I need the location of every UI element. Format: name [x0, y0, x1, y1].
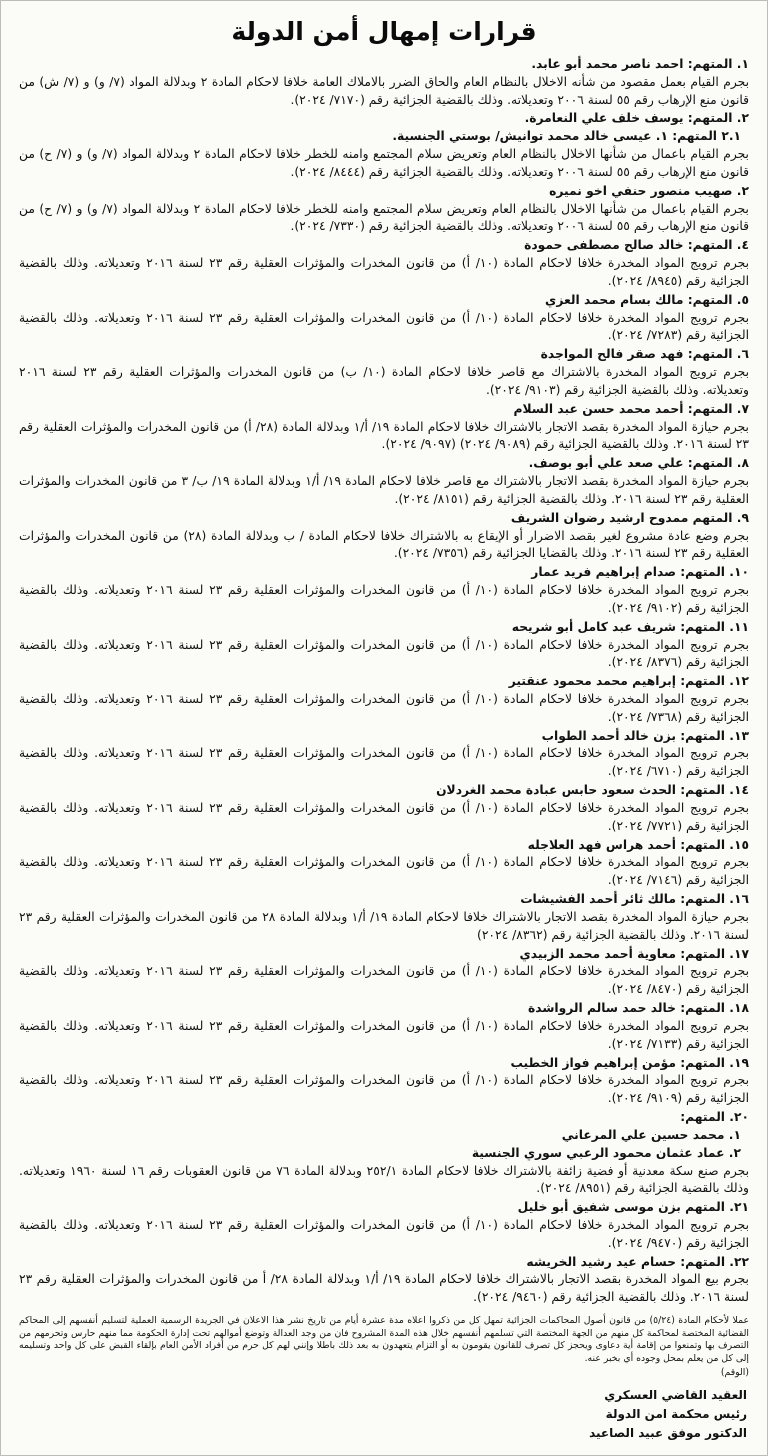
decision-entry	[17, 837, 751, 890]
decision-entry	[17, 292, 751, 345]
charge-text: بجرم ترويج المواد المخدرة خلافا لاحكام المادة (١٠/ أ) من قانون المخدرات والمؤثرات العقلية رقم ٢٣ لسنة ٢٠١٦ وتعديلاته. وذلك بالقضية الجزائية رقم (٧٣٦٨/ ٢٠٢٤).	[19, 691, 749, 724]
charge-text: بجرم القيام بعمل مقصود من شأنه الاخلال بالنظام العام والحاق الضرر بالاملاك العامة خلافا لاحكام المادة ٢ وبدلالة المواد (٧/ و) و (٧/ ش) من قانون منع الإرهاب رقم ٥٥ لسنة ٢٠٠٦ وتعديلاته. وذلك بالقضية الجزائية رقم (٧١٧٠/ ٢٠٢٤).	[19, 74, 750, 107]
decisions-list	[17, 56, 751, 1307]
decision-entry	[17, 564, 751, 617]
page-title: قرارات إمهال أمن الدولة	[231, 17, 537, 46]
defendant-name: ١٩. المتهم: مؤمن إبراهيم فواز الخطيب	[510, 1055, 749, 1070]
defendant-name: ٧. المتهم: أحمد محمد حسن عبد السلام	[513, 401, 749, 416]
charge-text: بجرم ترويج المواد المخدرة خلافا لاحكام المادة (١٠/ أ) من قانون المخدرات والمؤثرات العقلية رقم ٢٣ لسنة ٢٠١٦ وتعديلاته. وذلك بالقضية الجزائية رقم (٨٤٧٠/ ٢٠٢٤).	[19, 964, 749, 997]
defendant-name: ٢١. المتهم بزن موسى شفيق أبو خليل	[517, 1200, 749, 1215]
defendant-name: ١. المتهم: احمد ناصر محمد أبو عابد.	[531, 57, 749, 71]
defendant-sub-name: ٢.١ المتهم: ١. عيسى خالد محمد توانيش/ بوستي الجنسية.	[392, 129, 741, 144]
decision-entry	[17, 1199, 751, 1252]
charge-text: بجرم ترويج المواد المخدرة خلافا لاحكام المادة (١٠/ أ) من قانون المخدرات والمؤثرات العقلية رقم ٢٣ لسنة ٢٠١٦ وتعديلاته. وذلك بالقضية الجزائية رقم (٧٢٨٣/ ٢٠٢٤).	[19, 310, 749, 343]
decision-entry	[17, 673, 751, 726]
defendant-name: ١٠. المتهم: صدام إبراهيم فريد عمار	[531, 565, 749, 580]
charge-text: بجرم حيازة المواد المخدرة بقصد الاتجار بالاشتراك خلافا لاحكام المادة ١٩/ أ/١ وبدلالة المادة ٢٨ من قانون المخدرات والمؤثرات العقلية رقم ٢٣ لسنة ٢٠١٦. وذلك بالقضية الجزائية رقم (٨٣٦٢/ ٢٠٢٤)	[19, 909, 749, 942]
decision-entry	[17, 891, 751, 944]
decision-entry	[17, 110, 751, 181]
charge-text: بجرم وضع عادة مشروع لغير بقصد الاضرار أو الإيقاع به بالاشتراك خلافا لاحكام المادة / ب وبدلالة المادة (٢٨) من قانون المخدرات والمؤثرات العقلية رقم ٢٣ لسنة ٢٠١٦. وذلك بالقضايا الجزائية رقم (٧٣٥٦/ ٢٠٢٤).	[19, 528, 750, 561]
defendant-name: ١٧. المتهم: معاوية أحمد محمد الزبيدي	[519, 946, 749, 961]
defendant-name: ٢٢. المتهم: حسام عيد رشيد الخريشه	[526, 1254, 749, 1269]
defendant-name: ٢. صهيب منصور حنفي اخو نميره	[549, 183, 749, 198]
charge-text: بجرم ترويج المواد المخدرة خلافا لاحكام المادة (١٠/ أ) من قانون المخدرات والمؤثرات العقلية رقم ٢٣ لسنة ٢٠١٦ وتعديلاته. وذلك بالقضية الجزائية رقم (٨٣٧٦/ ٢٠٢٤).	[19, 637, 749, 670]
decision-entry	[17, 401, 751, 454]
signature-role: رئيس محكمة امن الدولة	[605, 1407, 747, 1422]
decision-entry	[17, 782, 751, 835]
legal-footnote-tail: (الوقم)	[720, 1367, 749, 1379]
charge-text: بجرم ترويج المواد المخدرة خلافا لاحكام المادة (١٠/ أ) من قانون المخدرات والمؤثرات العقلية رقم ٢٣ لسنة ٢٠١٦ وتعديلاته. وذلك بالقضية الجزائية رقم (٩٤٧٠/ ٢٠٢٤).	[19, 1218, 749, 1250]
defendant-name: ٦. المتهم: فهد صقر فالح المواجدة	[540, 347, 749, 362]
charge-text: بجرم ترويج المواد المخدرة بالاشتراك مع قاصر خلافا لاحكام المادة (١٠/ ب) من قانون المخدرات والمؤثرات العقلية رقم ٢٣ لسنة ٢٠١٦ وتعديلاته. وذلك بالقضية الجزائية رقم (٩١٠٣/ ٢٠٢٤).	[19, 365, 749, 397]
decision-entry	[17, 510, 751, 563]
defendant-sub-name: ١. محمد حسين علي المرعاني	[561, 1127, 741, 1142]
charge-text: بجرم بيع المواد المخدرة بقصد الاتجار بالاشتراك خلافا لاحكام المادة ١٩/ أ/١ وبدلالة المادة ٢٨/ أ من قانون المخدرات والمؤثرات العقلية رقم ٢٣ لسنة ٢٠١٦. وذلك بالقضية الجزائية رقم (٩٤٦٠/ ٢٠٢٤).	[19, 1272, 749, 1305]
decision-entry	[17, 1254, 751, 1307]
defendant-name: ١٤. المتهم: الحدث سعود حابس عبادة محمد الغردلان	[436, 783, 749, 798]
charge-text: بجرم ترويج المواد المخدرة خلافا لاحكام المادة (١٠/ أ) من قانون المخدرات والمؤثرات العقلية رقم ٢٣ لسنة ٢٠١٦ وتعديلاته. وذلك بالقضية الجزائية رقم (٩١٠٩/ ٢٠٢٤).	[19, 1073, 749, 1106]
defendant-name: ١٢. المتهم: إبراهيم محمد محمود عنقتير	[508, 674, 749, 689]
charge-text: بجرم القيام باعمال من شأنها الاخلال بالنظام العام وتعريض سلام المجتمع وامنه للخطر خلافا لاحكام المادة ٢ وبدلالة المواد (٧/ و) و (٧/ ح) من قانون منع الإرهاب رقم ٥٥ لسنة ٢٠٠٦ وتعديلاته. وذلك بالقضية الجزائية رقم (٨٤٤٤/ ٢٠٢٤).	[19, 147, 749, 179]
signature-rank: العقيد القاضي العسكري	[604, 1387, 747, 1402]
signature-block	[21, 1386, 747, 1444]
defendant-name: ٩. المتهم ممدوح ارشيد رضوان الشريف	[510, 510, 749, 525]
defendant-name: ٢. المتهم: يوسف خلف علي النعامرة.	[524, 111, 749, 126]
legal-footnote: عملا لأحكام المادة (٥/٢٤) من قانون أصول المحاكمات الجزائية تمهل كل من ذكروا اعلاه مدة عشرة أيام من تاريخ نشر هذا الاعلان في الجريدة الرسمية العملية لتسليم أنفسهم إلى المحاكم القضائية المختصة لمحاكمة كل منهم من الجهة المختصة التي تسلمهم أنفسهم خلال هذه المدة المشروح فان من وجد العدالة وتوضع أموالهم تحت إدارة الحكومة مما منهم حارس وتحرمهم من التصرف بها وتمنعوا من إقامة أية دعاوى ويحجز كل تصرف للقانون يقومون به أو التزام يتعهدون به بعد ذلك باطلا وإنني لهم كل حرم من أفراد الأمن العام بإلقاء القبض على كل واحد وتسليمه إلى كل من يعلم بمحل وجوده أي بخبر عنه.	[19, 1315, 749, 1364]
signature-name: الدكتور موفق عبيد الصاعيد	[589, 1426, 747, 1441]
charge-text: بجرم حيازة المواد المخدرة بقصد الاتجار بالاشتراك خلافا لاحكام المادة ١٩/ أ/١ وبدلالة المادة (٢٨/ أ) من قانون المخدرات والمؤثرات العقلية رقم ٢٣ لسنة ٢٠١٦. وذلك بالقضية الجزائية رقم (٩٠٨٩/ ٢٠٢٤) (٩٠٩٧/ ٢٠٢٤).	[19, 419, 749, 452]
decision-entry	[17, 619, 751, 672]
defendant-name: ١٨. المتهم: خالد حمد سالم الرواشدة	[527, 1001, 749, 1016]
decision-entry	[17, 728, 751, 781]
charge-text: بجرم ترويج المواد المخدرة خلافا لاحكام المادة (١٠/ أ) من قانون المخدرات والمؤثرات العقلية رقم ٢٣ لسنة ٢٠١٦ وتعديلاته. وذلك بالقضية الجزائية رقم (٦٧١٠/ ٢٠٢٤).	[19, 746, 749, 779]
defendant-name: ١١. المتهم: شريف عبد كامل أبو شريحه	[511, 619, 749, 634]
charge-text: بجرم ترويج المواد المخدرة خلافا لاحكام المادة (١٠/ أ) من قانون المخدرات والمؤثرات العقلية رقم ٢٣ لسنة ٢٠١٦ وتعديلاته. وذلك بالقضية الجزائية رقم (٧٧٢١/ ٢٠٢٤).	[19, 800, 749, 833]
decision-entry	[17, 346, 751, 399]
decision-entry	[17, 1109, 751, 1198]
decision-entry	[17, 56, 751, 109]
decision-entry	[17, 1000, 751, 1053]
charge-text: بجرم حيازة المواد المخدرة بقصد الاتجار بالاشتراك مع قاصر خلافا لاحكام المادة ١٩/ أ/١ وبدلالة المادة ١٩/ ب/ ٣ من قانون المخدرات والمؤثرات العقلية رقم ٢٣ لسنة ٢٠١٦. وذلك بالقضية الجزائية رقم (٨١٥١/ ٢٠٢٤).	[19, 474, 749, 506]
defendant-name: ٨. المتهم: علي صعد علي أبو بوصف.	[528, 456, 749, 471]
charge-text: بجرم ترويج المواد المخدرة خلافا لاحكام المادة (١٠/ أ) من قانون المخدرات والمؤثرات العقلية رقم ٢٣ لسنة ٢٠١٦ وتعديلاته. وذلك بالقضية الجزائية رقم (٧١٤٦/ ٢٠٢٤).	[19, 855, 749, 888]
decision-entry	[17, 237, 751, 290]
charge-text: بجرم ترويج المواد المخدرة خلافا لاحكام المادة (١٠/ أ) من قانون المخدرات والمؤثرات العقلية رقم ٢٣ لسنة ٢٠١٦ وتعديلاته. وذلك بالقضية الجزائية رقم (٨٩٤٥/ ٢٠٢٤).	[19, 256, 749, 288]
charge-text: بجرم صنع سكة معدنية أو فضية زائفة بالاشتراك خلافا لاحكام المادة ٢٥٢/١ وبدلالة المادة ٧٦ من قانون العقوبات رقم ١٦ لسنة ١٩٦٠ وتعديلاته. وذلك بالقضية الجزائية رقم (٨٩٥١/ ٢٠٢٤).	[19, 1163, 750, 1196]
defendant-name: ٤. المتهم: خالد صالح مصطفى حمودة	[524, 238, 749, 253]
defendant-name: ١٥. المتهم: أحمد هراس فهد العلاجله	[527, 837, 749, 852]
defendant-name: ١٦. المتهم: مالك ثائر أحمد الفشيشات	[520, 892, 749, 907]
decision-entry	[17, 183, 751, 236]
charge-text: بجرم ترويج المواد المخدرة خلافا لاحكام المادة (١٠/ أ) من قانون المخدرات والمؤثرات العقلية رقم ٢٣ لسنة ٢٠١٦ وتعديلاته. وذلك بالقضية الجزائية رقم (٩١٠٢/ ٢٠٢٤).	[19, 583, 749, 615]
defendant-name: ٥. المتهم: مالك بسام محمد العزي	[545, 292, 749, 307]
decision-entry	[17, 455, 751, 508]
charge-text: بجرم القيام باعمال من شأنها الاخلال بالنظام العام وتعريض سلام المجتمع وامنه للخطر خلافا لاحكام المادة ٢ وبدلالة المواد (٧/ و) و (٧/ ح) من قانون منع الإرهاب رقم ٥٥ لسنة ٢٠٠٦ وتعديلاته. وذلك بالقضية الجزائية رقم (٧٣٣٠/ ٢٠٢٤).	[19, 201, 749, 234]
charge-text: بجرم ترويج المواد المخدرة خلافا لاحكام المادة (١٠/ أ) من قانون المخدرات والمؤثرات العقلية رقم ٢٣ لسنة ٢٠١٦ وتعديلاته. وذلك بالقضية الجزائية رقم (٧١٣٣/ ٢٠٢٤).	[19, 1018, 749, 1051]
defendant-sub-name: ٢. عماد عثمان محمود الرعبي سوري الجنسية	[471, 1145, 741, 1160]
defendant-name: ١٣. المتهم: بزن خالد أحمد الطواب	[541, 728, 749, 743]
defendant-name: ٢٠. المتهم:	[680, 1110, 749, 1125]
decision-entry	[17, 1055, 751, 1108]
decision-entry	[17, 946, 751, 999]
